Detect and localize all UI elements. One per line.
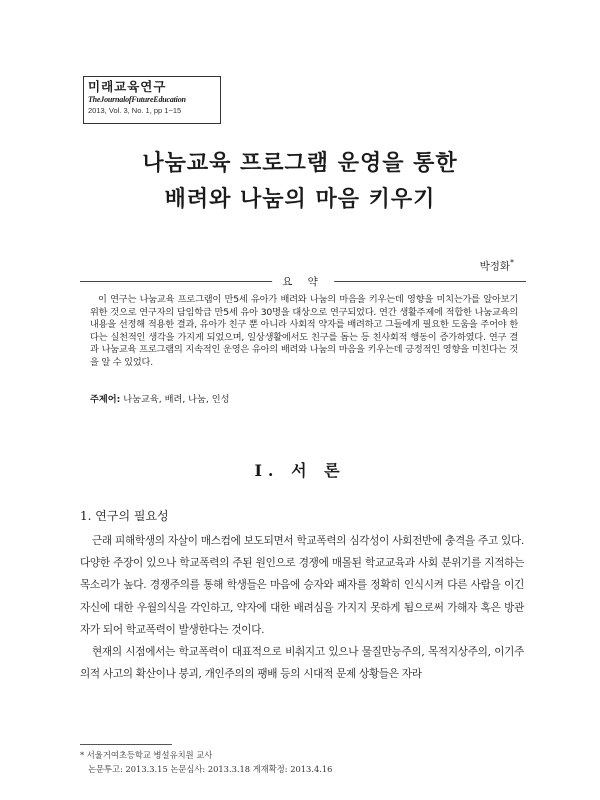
footnote bbox=[80, 748, 332, 776]
journal-name: 미래교육연구 bbox=[88, 79, 167, 94]
keywords-list: 나눔교육, 배려, 나눔, 인성 bbox=[123, 394, 230, 405]
body-text bbox=[80, 530, 524, 685]
journal-english-name: TheJournalofFutureEducation bbox=[88, 95, 186, 104]
body-paragraph: 현재의 시점에서는 학교폭력이 대표적으로 비춰지고 있으나 물질만능주의, 목적지상주의, 이기주의적 사고의 확산이나 붕괴, 개인주의의 팽배 등의 시대적 문제 상황들은 자라 bbox=[80, 646, 524, 681]
paper-title-line-1: 나눔교육 프로그램 운영을 통한 bbox=[142, 151, 458, 176]
footnote-dates: 논문투고: 2013.3.15 논문심사: 2013.3.18 게재확정: 2013.4.16 bbox=[88, 764, 333, 774]
body-paragraph: 근래 피해학생의 자살이 매스컴에 보도되면서 학교폭력의 심각성이 사회전반에 충격을 주고 있다. 다양한 주장이 있으나 학교폭력의 주된 원인으로 경쟁에 매몰된 학교교육과 사회 분위기를 지적하는 목소리가 높다. 경쟁주의를 통해 학생들은 마음에 승자와 패자를 정확히 인식시켜 다른 사람을 이긴 자신에 대한 우월의식을 각인하고, 약자에 대한 배려심을 가지지 못하게 됨으로써 가해자 혹은 방관자가 되어 학교폭력이 발생한다는 것이다. bbox=[80, 535, 524, 636]
abstract-heading-label: 요 약 bbox=[272, 274, 334, 289]
keywords bbox=[90, 391, 230, 405]
author bbox=[480, 258, 514, 274]
footnote-affiliation: * 서울거여초등학교 병설유치원 교사 bbox=[80, 750, 213, 760]
paper-title-line-2: 배려와 나눔의 마음 키우기 bbox=[164, 187, 436, 212]
abstract-text: 이 연구는 나눔교육 프로그램이 만5세 유아가 배려와 나눔의 마음을 키우는데 영향을 미치는가를 알아보기 위한 것으로 연구자의 담임학급 만5세 유아 30명을 대상으로 연구되었다. 연간 생활주제에 적합한 나눔교육의 내용을 선정해 적용한 결과, 유아가 친구 뿐 아니라 사회적 약자를 배려하고 그들에게 필요한 도움을 주어야 한다는 실천적인 생각을 가지게 되었으며, 일상생활에서도 친구를 돕는 등 친사회적 행동이 증가하였다. 연구 결과 나눔교육 프로그램의 지속적인 운영은 유아의 배려와 나눔의 마음을 키우는데 긍정적인 영향을 미친다는 것을 알 수 있었다. bbox=[90, 294, 518, 368]
abstract-heading bbox=[80, 275, 526, 287]
author-footnote-mark: * bbox=[510, 258, 514, 267]
keywords-label: 주제어: bbox=[90, 394, 121, 405]
section-title: Ⅰ. 서 론 bbox=[254, 461, 346, 480]
abstract-body bbox=[90, 294, 518, 370]
journal-info-box bbox=[83, 76, 221, 124]
journal-volume-info: 2013, Vol. 3, No. 1, pp 1~15 bbox=[88, 106, 182, 115]
footnote-divider bbox=[80, 744, 172, 745]
subsection-title: 1. 연구의 필요성 bbox=[80, 509, 169, 523]
author-name: 박정화 bbox=[479, 260, 510, 273]
